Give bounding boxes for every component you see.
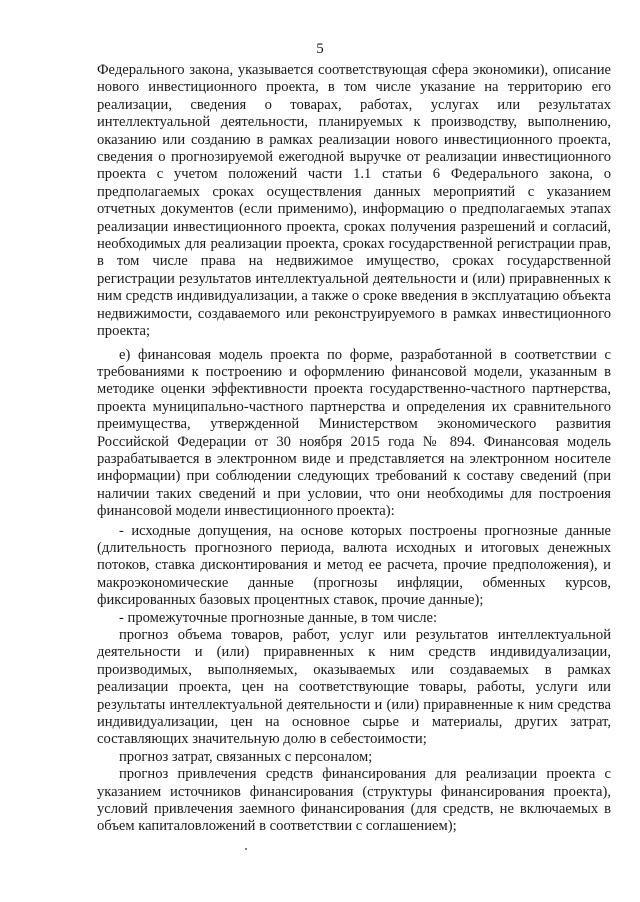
paragraph-financial-model: е) финансовая модель проекта по форме, разработанной в соответствии с требованиями к построению и оформлению финансовой модели, указанным в методике оценки эффективности проекта государственно-частного партнерства, проекта муниципально-частного партнерства и определения их сравнительного преимущества, утвержденной Министерством экономического развития Российской Федерации от 30 ноября 2015 года № 894. Финансовая модель разрабатывается в электронном виде и представляется на электронном носителе информации) при соблюдении следующих требований к составу сведений (при наличии таких сведений и при условии, что они необходимы для построения финансовой модели инвестиционного проекта): (97, 346, 611, 520)
scan-artifact-dot (245, 848, 247, 850)
document-body (97, 62, 611, 836)
paragraph-continuation: Федерального закона, указывается соответствующая сфера экономики), описание нового инвестиционного проекта, в том числе указание на территорию его реализации, сведения о товарах, работах, услугах или результатах интеллектуальной деятельности, планируемых к производству, выполнению, оказанию или созданию в рамках реализации нового инвестиционного проекта, сведения о прогнозируемой ежегодной выручке от реализации инвестиционного проекта с учетом положений части 1.1 статьи 6 Федерального закона, о предполагаемых сроках осуществления данных мероприятий с указанием отчетных документов (если применимо), информацию о предполагаемых этапах реализации инвестиционного проекта, сроках получения разрешений и согласий, необходимых для реализации проекта, сроках государственной регистрации прав, в том числе права на недвижимое имущество, сроках государственной регистрации результатов интеллектуальной деятельности и (или) приравненных к ним средств индивидуализации, а также о сроке введения в эксплуатацию объекта недвижимости, создаваемого или реконструируемого в рамках инвестиционного проекта; (97, 62, 611, 340)
page-number: 5 (316, 41, 324, 57)
list-item-initial-assumptions: - исходные допущения, на основе которых построены прогнозные данные (длительность прогнозного периода, валюта исходных и итоговых денежных потоков, ставка дисконтирования и метод ее расчета, прочие предположения), и макроэкономические данные (прогнозы инфляции, обменных курсов, фиксированных базовых процентных ставок, прочие данные); (97, 522, 611, 609)
paragraph-personnel-costs: прогноз затрат, связанных с персоналом; (119, 748, 373, 765)
list-item-intermediate-forecasts: - промежуточные прогнозные данные, в том числе: (119, 609, 438, 626)
paragraph-funding-forecast: прогноз привлечения средств финансирования для реализации проекта с указанием источников финансирования (структуры финансирования проекта), условий привлечения заемного финансирования (для средств, не включаемых в объем капиталовложений в соответствии с соглашением); (97, 766, 611, 835)
paragraph-volume-forecast: прогноз объема товаров, работ, услуг или результатов интеллектуальной деятельности и (или) приравненных к ним средств индивидуализации, производимых, выполняемых, оказываемых или создаваемых в рамках реализации проекта, цен на соответствующие товары, работы, услуги или результаты интеллектуальной деятельности и (или) приравненные к ним средства индивидуализации, цен на основное сырье и материалы, других затрат, составляющих значительную долю в себестоимости; (97, 627, 611, 748)
